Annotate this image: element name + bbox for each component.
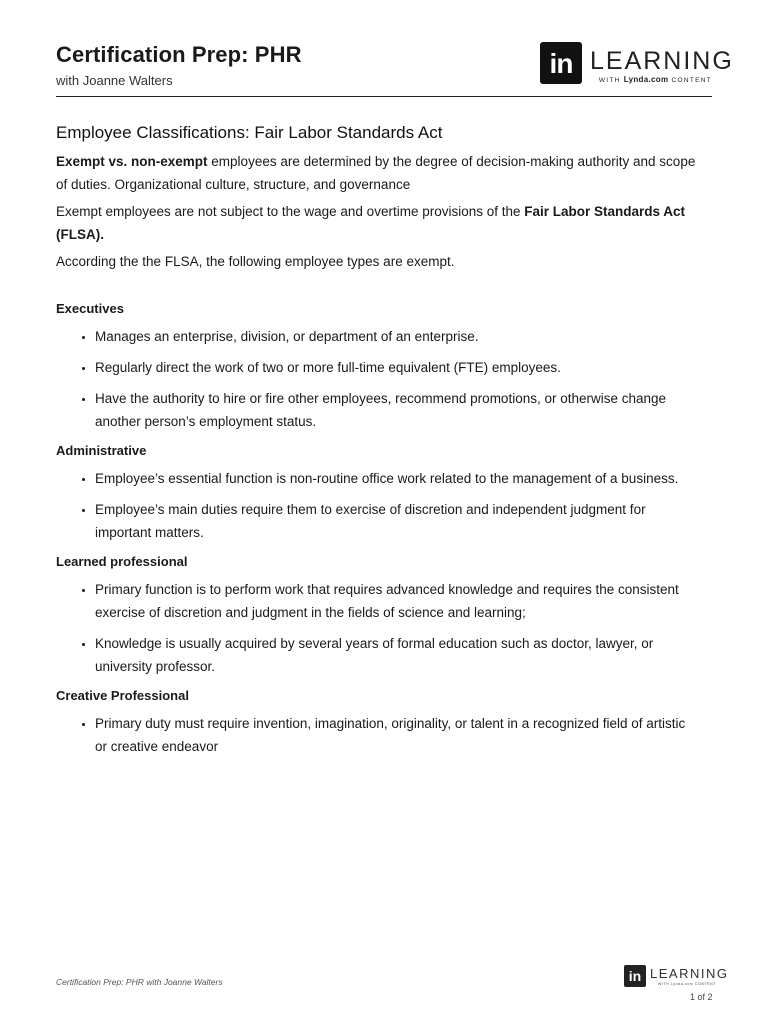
group-title-executives: Executives (56, 301, 124, 316)
footer-logo-tagline: WITH Lynda.com CONTENT (658, 982, 716, 986)
linkedin-in-icon: in (540, 42, 582, 84)
section-title: Employee Classifications: Fair Labor Standards Act (56, 123, 443, 142)
group-title-learned-professional: Learned professional (56, 554, 188, 569)
intro-paragraph (56, 150, 696, 196)
document-subtitle: with Joanne Walters (56, 73, 173, 88)
creative-professional-list (56, 712, 696, 758)
document-header (56, 42, 734, 97)
list-item: • Knowledge is usually acquired by several years of formal education such as doctor, lawyer, or university professor. (95, 632, 696, 678)
list-item: • Primary duty must require invention, imagination, originality, or talent in a recognized field of artistic or creative endeavor (95, 712, 696, 758)
logo-wordmark: LEARNING (590, 47, 734, 75)
logo-tag-prefix: WITH (598, 77, 621, 84)
group-title-creative-professional: Creative Professional (56, 688, 189, 703)
list-item: • Primary function is to perform work that requires advanced knowledge and requires the consistent exercise of discretion and judgment in the fields of science and learning; (95, 578, 696, 624)
list-item: • Regularly direct the work of two or more full-time equivalent (FTE) employees. (95, 356, 696, 379)
page-number: 1 of 2 (690, 992, 713, 1002)
flsa-bold: Fair Labor Standards Act (FLSA). (56, 204, 686, 242)
footer-logo (624, 965, 729, 989)
group-title-administrative: Administrative (56, 443, 147, 458)
intro-text: employees are determined by the degree of decision-making authority and scope of duties. Organizational culture, structure, and governance (56, 154, 696, 192)
document-title: Certification Prep: PHR (56, 42, 302, 67)
learned-professional-list (56, 578, 696, 678)
administrative-list (56, 467, 696, 544)
footer-logo-wordmark: LEARNING (650, 966, 729, 981)
footer-note: Certification Prep: PHR with Joanne Walters (56, 977, 223, 987)
list-item: • Employee’s essential function is non-routine office work related to the management of a business. (95, 467, 696, 490)
logo-tag-brand: Lynda.com (623, 75, 669, 84)
intro-bold: Exempt vs. non-exempt (56, 154, 208, 169)
executives-list (56, 325, 696, 433)
document-body (56, 122, 696, 766)
footer-linkedin-in-icon: in (624, 965, 646, 987)
exempt-types-paragraph: According the the FLSA, the following employee types are exempt. (56, 254, 455, 269)
flsa-paragraph (56, 200, 696, 246)
list-item: • Employee’s main duties require them to exercise of discretion and independent judgment for important matters. (95, 498, 696, 544)
list-item: • Manages an enterprise, division, or department of an enterprise. (95, 325, 696, 348)
list-item: • Have the authority to hire or fire other employees, recommend promotions, or otherwise change another person’s employment status. (95, 387, 696, 433)
linkedin-learning-logo (540, 42, 734, 86)
flsa-text: Exempt employees are not subject to the wage and overtime provisions of the (56, 204, 525, 219)
logo-tag-suffix: CONTENT (671, 77, 712, 84)
logo-tagline (599, 75, 712, 84)
